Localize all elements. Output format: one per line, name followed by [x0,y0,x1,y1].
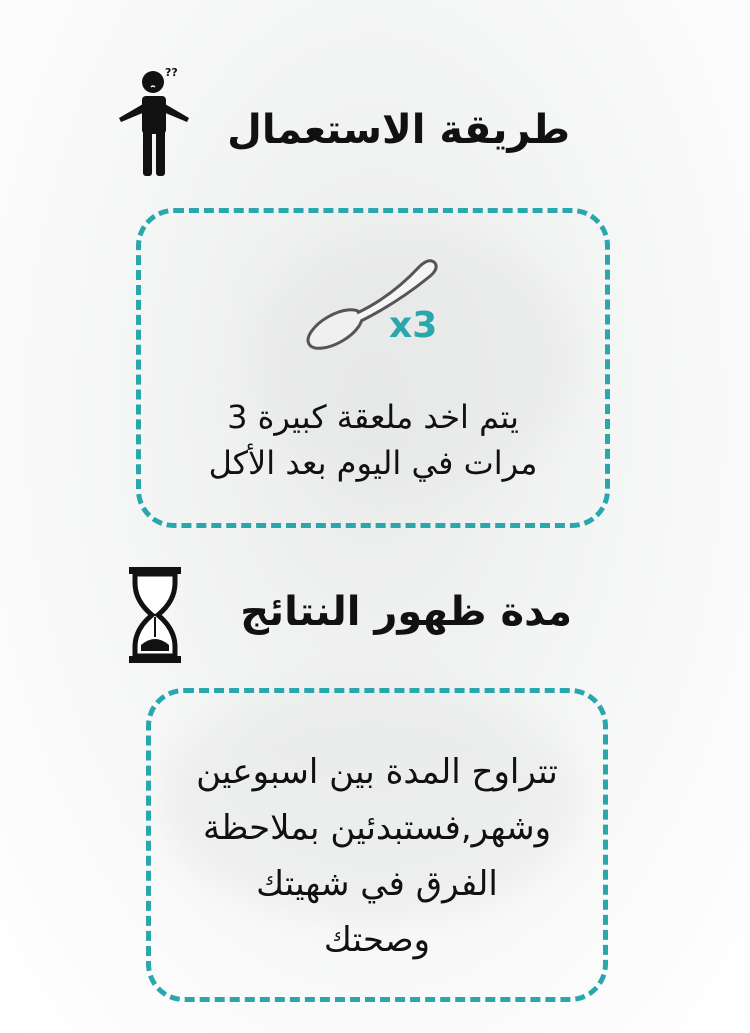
usage-title: طريقة الاستعمال [227,107,570,153]
usage-line-1: يتم اخد ملعقة كبيرة 3 [227,398,519,436]
results-title: مدة ظهور النتائج [240,589,572,635]
svg-text:??: ?? [165,66,178,79]
confused-person-icon [115,60,195,178]
results-line-1: تتراوح المدة بين اسبوعين [196,752,558,792]
usage-line-2: مرات في اليوم بعد الأكل [208,444,538,482]
usage-card [136,208,610,528]
results-line-4: وصحتك [323,920,431,960]
results-card [146,688,608,1002]
usage-heading [227,107,570,153]
results-line-2: وشهر,فستبدئين بملاحظة [202,808,552,848]
results-heading [240,589,572,635]
results-line-3: الفرق في شهيتك [256,864,498,904]
hourglass-icon [127,565,183,665]
multiplier-label: x3 [389,305,438,346]
